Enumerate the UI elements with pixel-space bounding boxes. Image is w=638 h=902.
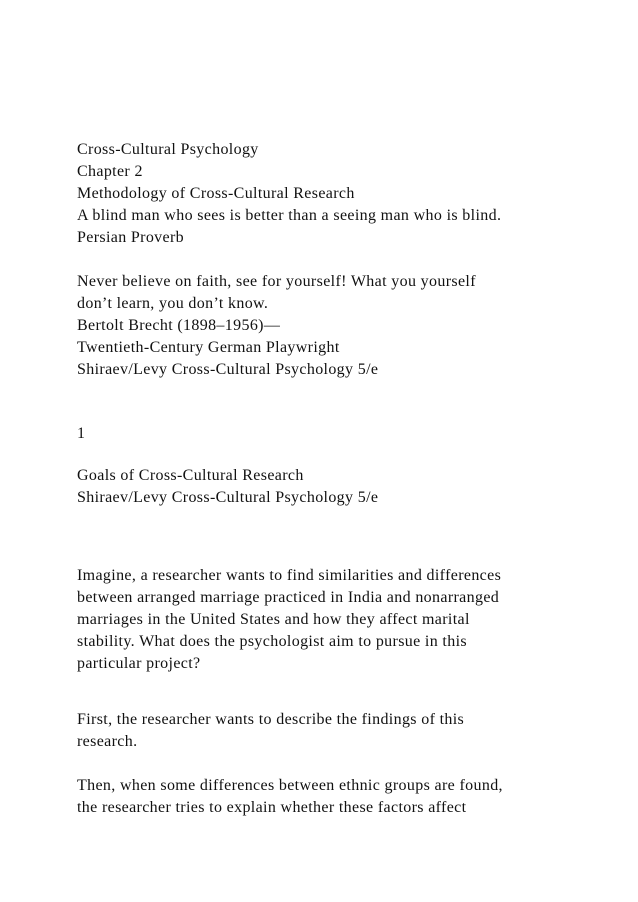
section-heading: Goals of Cross-Cultural Research xyxy=(77,467,304,484)
proverb-attribution: Persian Proverb xyxy=(77,229,185,246)
paragraph-line: marriages in the United States and how they affect marital xyxy=(77,611,470,628)
slide-footer: Shiraev/Levy Cross-Cultural Psychology 5/e xyxy=(77,361,379,378)
quote-line-2: don’t learn, you don’t know. xyxy=(77,295,269,312)
paragraph-line: the researcher tries to explain whether these factors affect xyxy=(77,799,467,816)
paragraph-line: Then, when some differences between ethnic groups are found, xyxy=(77,777,503,794)
document-title: Cross-Cultural Psychology xyxy=(77,141,259,158)
paragraph-line: research. xyxy=(77,733,138,750)
paragraph-line: between arranged marriage practiced in India and nonarranged xyxy=(77,589,500,606)
paragraph-line: particular project? xyxy=(77,655,201,672)
chapter-heading: Methodology of Cross-Cultural Research xyxy=(77,185,355,202)
chapter-label: Chapter 2 xyxy=(77,163,143,180)
quote-author: Bertolt Brecht (1898–1956)— xyxy=(77,317,281,334)
page-number: 1 xyxy=(77,425,86,442)
paragraph-line: Imagine, a researcher wants to find similarities and differences xyxy=(77,567,502,584)
paragraph-line: First, the researcher wants to describe the findings of this xyxy=(77,711,465,728)
proverb-text: A blind man who sees is better than a seeing man who is blind. xyxy=(77,207,502,224)
slide-footer: Shiraev/Levy Cross-Cultural Psychology 5/e xyxy=(77,489,379,506)
quote-author-description: Twentieth-Century German Playwright xyxy=(77,339,340,356)
paragraph-line: stability. What does the psychologist aim to pursue in this xyxy=(77,633,467,650)
quote-line-1: Never believe on faith, see for yourself! What you yourself xyxy=(77,273,476,290)
